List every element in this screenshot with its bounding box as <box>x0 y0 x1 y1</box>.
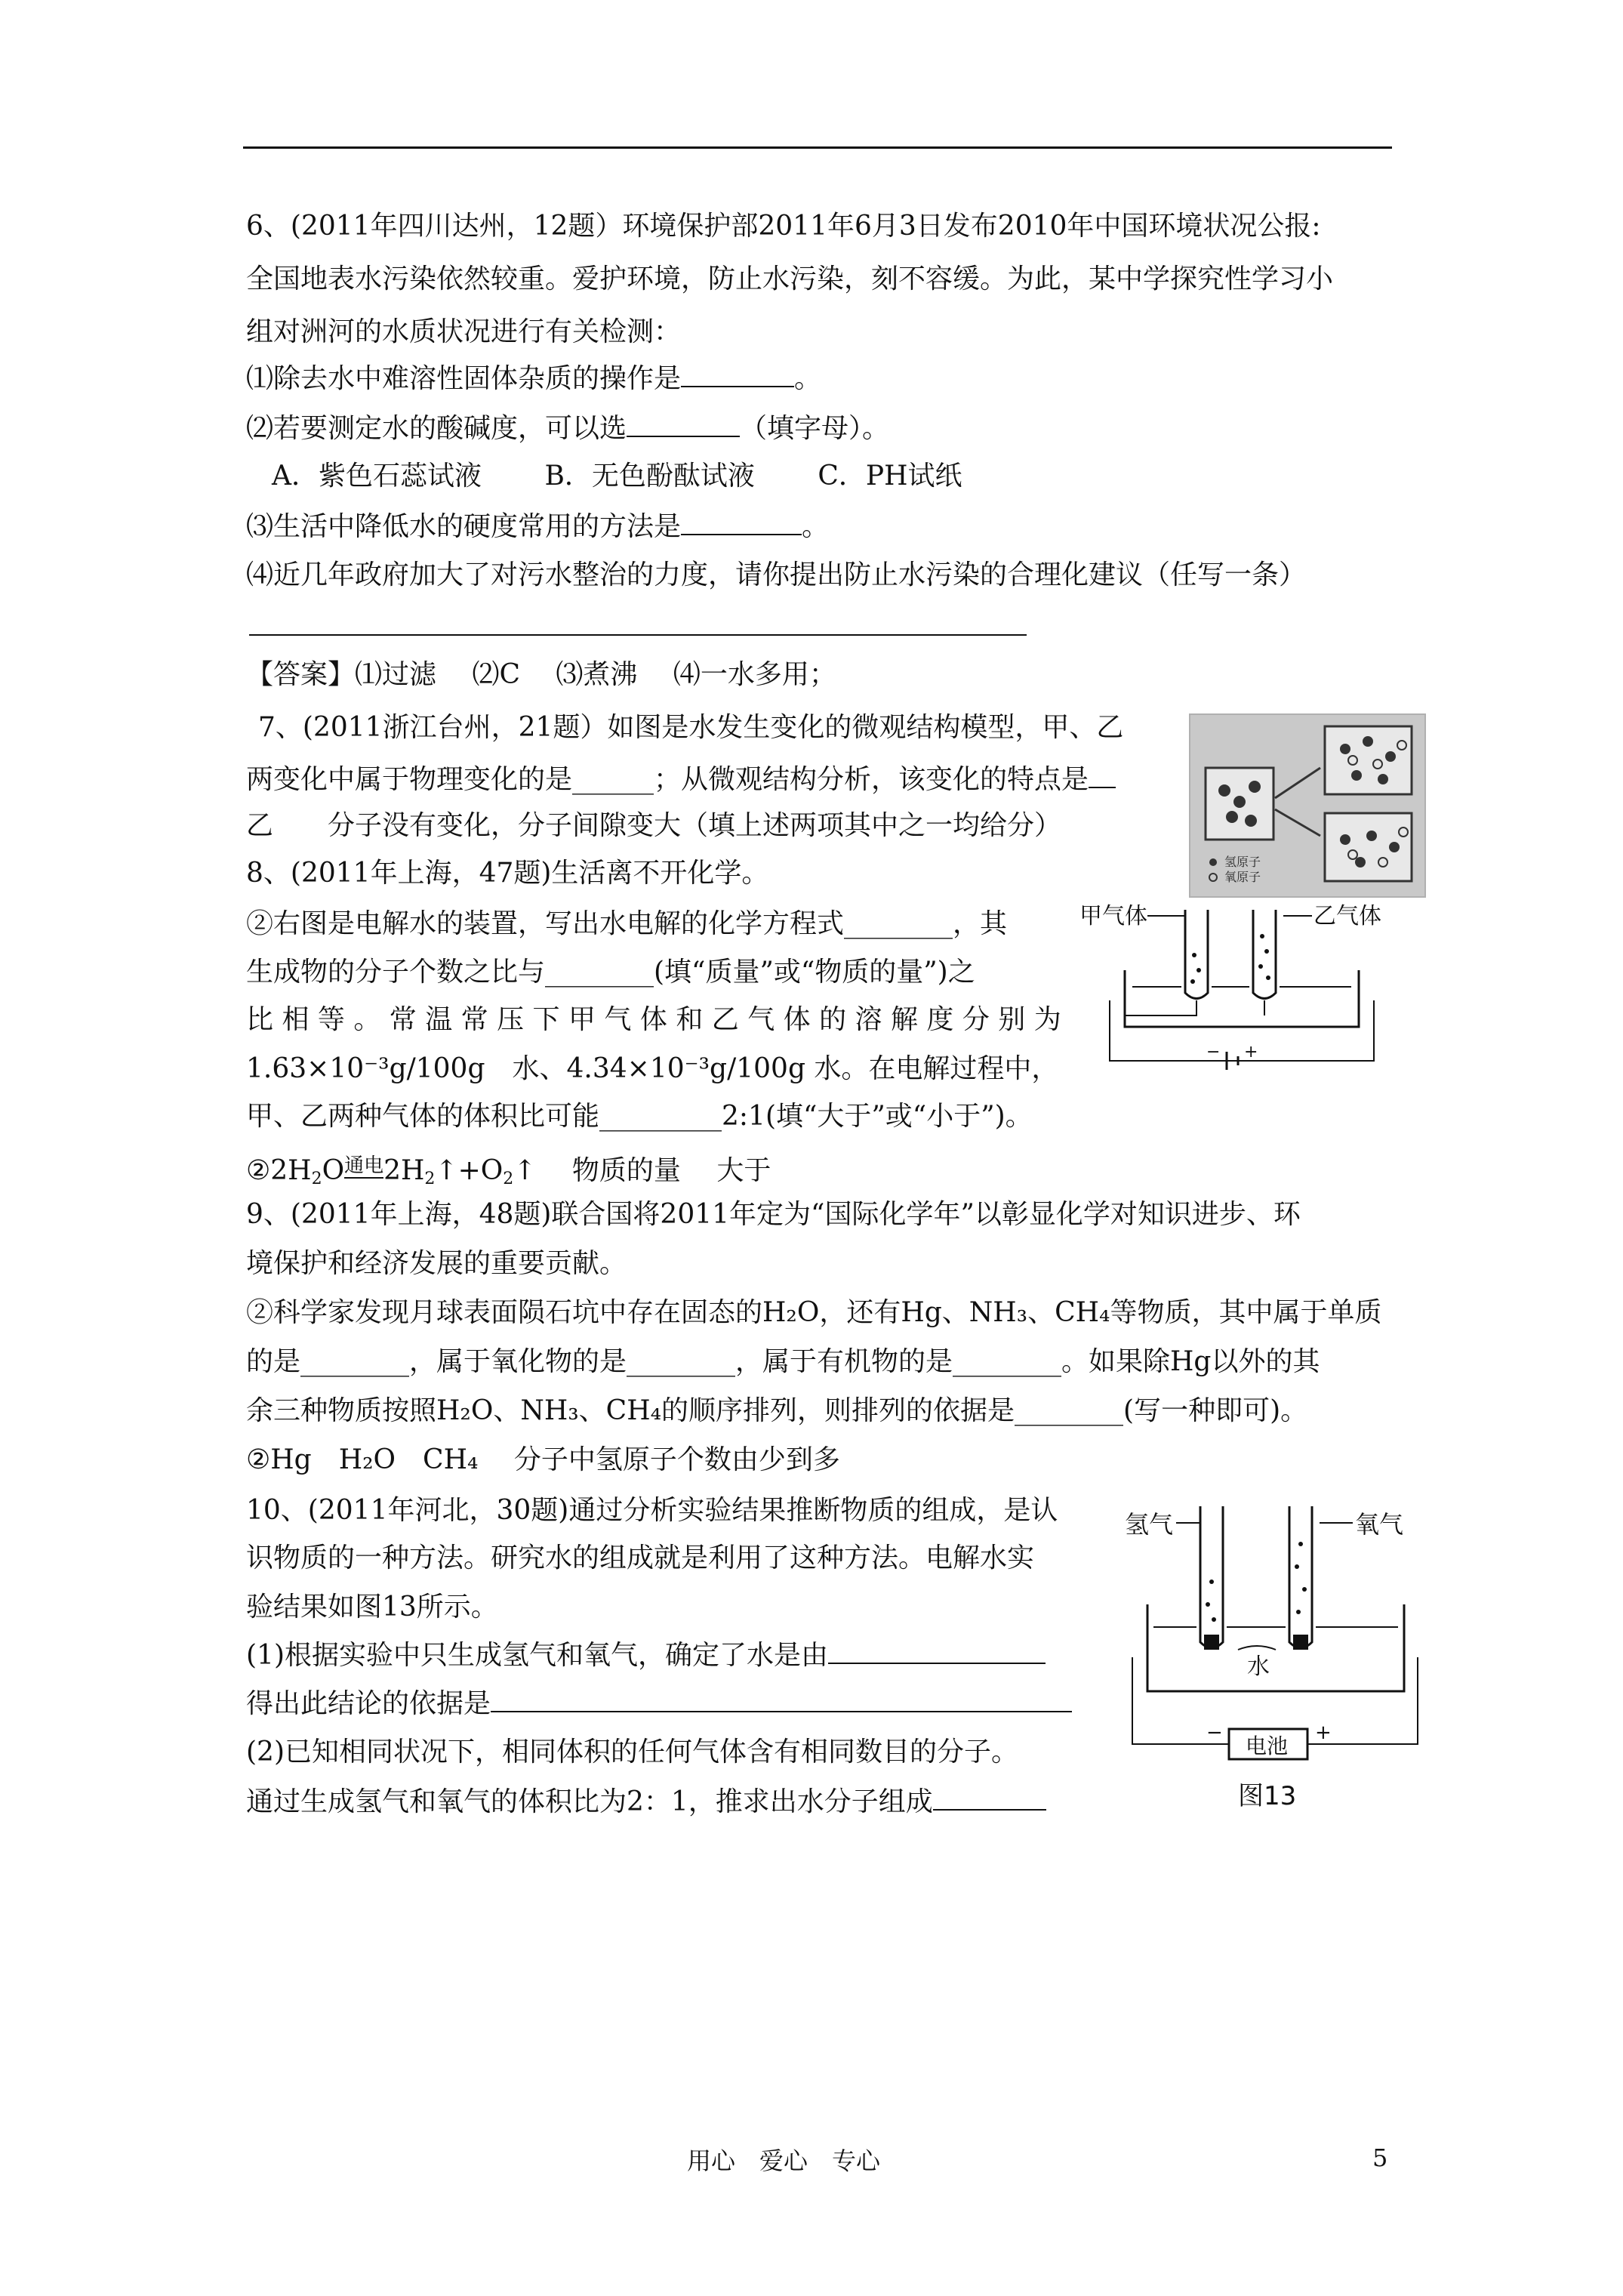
svg-text:+: + <box>1244 1043 1258 1062</box>
q10-line-2: 识物质的一种方法。研究水的组成就是利用了这种方法。电解水实 <box>246 1542 1035 1573</box>
q8-line-4: 比 相 等 。 常 温 常 压 下 甲 气 体 和 乙 气 体 的 溶 解 度 分 别 为 <box>246 1004 1061 1035</box>
q10-part-1-basis: 得出此结论的依据是 <box>246 1685 1072 1722</box>
answer-blank[interactable] <box>491 1685 1072 1712</box>
footer-motto: 用心 爱心 专心 <box>687 2147 881 2175</box>
svg-text:氢气: 氢气 <box>1125 1510 1174 1539</box>
svg-text:+: + <box>1315 1721 1332 1744</box>
q6-part-4: ⑷近几年政府加大了对污水整治的力度，请你提出防止水污染的合理化建议（任写一条） <box>246 559 1307 590</box>
svg-text:图13: 图13 <box>1238 1781 1297 1811</box>
header-rule <box>243 146 1392 149</box>
q9-line-1: 9、(2011年上海，48题)联合国将2011年定为“国际化学年”以彰显化学对知识进步、环 <box>246 1199 1301 1230</box>
q6-line-3: 组对洲河的水质状况进行有关检测： <box>246 316 682 347</box>
molecular-model-figure <box>1189 713 1426 898</box>
q6-part-2: ⑵若要测定水的酸碱度，可以选 （填字母）。 <box>246 410 889 447</box>
svg-text:−: − <box>1206 1043 1221 1062</box>
answer-blank[interactable] <box>1089 761 1116 788</box>
q9-line-4: 的是________，属于氧化物的是________，属于有机物的是________。如果除Hg以外的其 <box>246 1346 1320 1377</box>
q7-line-1: 7、(2011浙江台州，21题）如图是水发生变化的微观结构模型，甲、乙 <box>258 712 1124 743</box>
q6-options: A．紫色石蕊试液 B．无色酚酞试液 C．PH试纸 <box>272 461 962 492</box>
q10-part-2: (2)已知相同状况下，相同体积的任何气体含有相同数目的分子。 <box>246 1737 1018 1767</box>
q8-line-3: 生成物的分子个数之比与________(填“质量”或“物质的量”)之 <box>246 957 975 988</box>
svg-text:乙气体: 乙气体 <box>1313 903 1381 929</box>
answer-blank[interactable] <box>933 1783 1046 1811</box>
q6-line-1: 6、(2011年四川达州，12题）环境保护部2011年6月3日发布2010年中国环境状况公报: <box>246 211 1321 242</box>
svg-text:氢原子: 氢原子 <box>1224 855 1261 869</box>
answer-blank[interactable] <box>828 1637 1046 1664</box>
q9-line-3: ②科学家发现月球表面陨石坑中存在固态的H₂O，还有Hg、NH₃、CH₄等物质，其中属于单质 <box>246 1297 1382 1328</box>
electrolysis-apparatus-icon <box>1117 1499 1434 1831</box>
molecule-diagram-icon <box>1190 715 1424 896</box>
electrolysis-apparatus-icon <box>1079 902 1412 1076</box>
q6-answer-line[interactable] <box>249 634 1027 636</box>
electrolysis-figure-q8 <box>1079 902 1412 1076</box>
q8-answer: $②2H_2O^{通电}2H_2↑+O_2↑$ 物质的量 大于 <box>246 1154 771 1188</box>
q6-line-2: 全国地表水污染依然较重。爱护环境，防止水污染，刻不容缓。为此，某中学探究性学习小 <box>246 264 1334 294</box>
svg-text:−: − <box>1206 1721 1223 1744</box>
q10-line-1: 10、(2011年河北，30题)通过分析实验结果推断物质的组成，是认 <box>246 1495 1058 1526</box>
q8-line-6: 甲、乙两种气体的体积比可能_________2:1(填“大于”或“小于”)。 <box>246 1101 1033 1132</box>
q10-part-3: 通过生成氢气和氧气的体积比为2：1，推求出水分子组成 <box>246 1783 1046 1820</box>
q9-line-5: 余三种物质按照H₂O、NH₃、CH₄的顺序排列，则排列的依据是________(写一种即可)。 <box>246 1395 1308 1426</box>
q6-part-3: ⑶生活中降低水的硬度常用的方法是 。 <box>246 508 829 545</box>
q9-line-2: 境保护和经济发展的重要贡献。 <box>246 1248 627 1279</box>
svg-text:氧原子: 氧原子 <box>1224 870 1261 884</box>
q9-answer: ②Hg H₂O CH₄ 分子中氢原子个数由少到多 <box>246 1444 840 1475</box>
q8-line-2: ②右图是电解水的装置，写出水电解的化学方程式________，其 <box>246 908 1008 939</box>
q10-line-3: 验结果如图13所示。 <box>246 1592 498 1623</box>
electrolysis-figure-13 <box>1117 1499 1434 1831</box>
q8-line-1: 8、(2011年上海，47题)生活离不开化学。 <box>246 858 769 889</box>
q6-answer: 【答案】⑴过滤 ⑵C ⑶煮沸 ⑷一水多用； <box>246 659 836 690</box>
answer-blank[interactable] <box>681 508 802 535</box>
svg-text:水: 水 <box>1247 1653 1270 1680</box>
svg-text:甲气体: 甲气体 <box>1079 903 1147 929</box>
svg-text:电池: 电池 <box>1246 1734 1289 1758</box>
q7-line-3: 乙 分子没有变化，分子间隙变大（填上述两项其中之一均给分） <box>246 810 1062 841</box>
answer-blank[interactable] <box>627 410 740 437</box>
q7-line-2: 两变化中属于物理变化的是______；从微观结构分析，该变化的特点是 <box>246 761 1116 798</box>
page-number: 5 <box>1372 2143 1388 2172</box>
q6-part-1: ⑴除去水中难溶性固体杂质的操作是 。 <box>246 360 821 397</box>
answer-blank[interactable] <box>681 360 794 387</box>
svg-text:氧气: 氧气 <box>1355 1510 1404 1539</box>
q10-part-1: (1)根据实验中只生成氢气和氧气，确定了水是由 <box>246 1637 1046 1674</box>
q8-line-5: 1.63×10⁻³g/100g 水、4.34×10⁻³g/100g 水。在电解过程中， <box>246 1053 1059 1084</box>
